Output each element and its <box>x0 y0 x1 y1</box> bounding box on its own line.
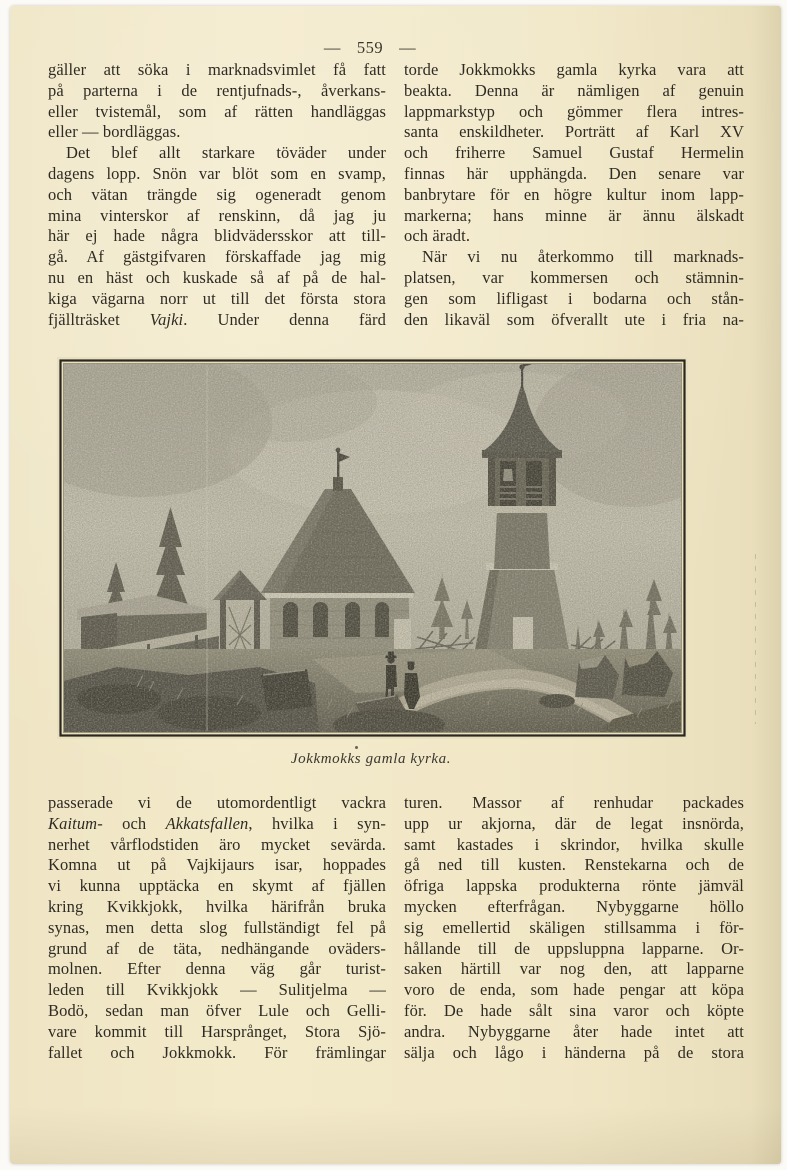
text-line: voro de enda, som hade pengar att köpa <box>404 980 744 1000</box>
text-line: grund af de täta, nedhängande oväders- <box>48 938 386 958</box>
text-column-bottom-right <box>404 793 744 1063</box>
text-line: öfriga lappska produkterna rönte jämväl <box>404 876 744 896</box>
text-line: gen som lifligast i bodarna och stån- <box>404 288 744 308</box>
text-line: passerade vi de utomordentligt vackra <box>48 793 386 812</box>
text-line: gäller att söka i marknadsvimlet få fatt <box>48 60 386 79</box>
text-line: vare kommit till Harsprånget, Stora Sjö- <box>48 1021 386 1041</box>
text-line: markerna; hans minne är ännu älskadt <box>404 205 744 225</box>
text-line: lappmarkstyp och gömmer flera intres- <box>404 101 744 121</box>
text-line: gå. Af gästgifvaren förskaffade jag mig <box>48 247 386 267</box>
text-line: samt kastades i skrindor, hvilka skulle <box>404 834 744 854</box>
text-line: saken härtill var nog den, att lapparne <box>404 959 744 979</box>
text-line: och friherre Samuel Gustaf Hermelin <box>404 143 744 163</box>
text-column-bottom-left <box>48 793 386 1063</box>
text-line: upp ur akjorna, där de legat insnörda, <box>404 813 744 833</box>
text-line: Bodö, sedan man öfver Lule och Gelli- <box>48 1000 386 1020</box>
text-line: vi kunna upptäcka en skymt af fjällen <box>48 876 386 896</box>
page-number <box>40 38 700 58</box>
text-line: synas, men detta slog fullständigt fel på <box>48 917 386 937</box>
page-crease-right <box>755 554 756 724</box>
text-line: andra. Nybyggarne åter hade intet att <box>404 1021 744 1041</box>
text-line: kiga vägarna norr ut till det första stora <box>48 288 386 308</box>
text-line: hållande till de uppsluppna lapparne. Or- <box>404 938 744 958</box>
text-line: finnas här upphängda. Den senare var <box>404 163 744 183</box>
text-line: eller — bordläggas. <box>48 122 181 142</box>
text-line: molnen. Efter denna väg går turist- <box>48 959 386 979</box>
text-column-top-left <box>48 60 386 330</box>
text-line: beakta. Denna är nämligen af genuin <box>404 80 744 100</box>
ink-speck <box>355 746 358 749</box>
text-line: mycken efterfrågan. Nybyggarne höllo <box>404 896 744 916</box>
text-line: sig emellertid skäligen stillsamma i för- <box>404 917 744 937</box>
text-line: den likaväl som öfverallt ute i fria na- <box>404 309 744 329</box>
text-line: Det blef allt starkare töväder under <box>66 143 386 163</box>
page-number-dash-right: — <box>399 38 417 57</box>
text-line: och vätan trängde sig ogeneradt genom <box>48 184 386 204</box>
text-line: Kaitum- och Akkatsfallen, hvilka i syn- <box>48 813 386 833</box>
text-line: här ej hade några blidvädersskor att till- <box>48 226 386 246</box>
text-line: fallet och Jokkmokk. För främlingar <box>48 1042 386 1062</box>
text-line: och äradt. <box>404 226 471 246</box>
text-line: Komna ut på Vajkijaurs isar, hoppades <box>48 855 386 875</box>
text-line: santa enskildheter. Porträtt af Karl XV <box>404 122 744 142</box>
engraving-svg <box>57 357 688 739</box>
text-line: sälja och lågo i händerna på de stora <box>404 1042 744 1062</box>
engraving-scene <box>57 357 688 739</box>
text-column-top-right <box>404 60 744 330</box>
text-line: platsen, var kommersen och stämnin- <box>404 267 744 287</box>
text-line: mina vinterskor af renskinn, då jag ju <box>48 205 386 225</box>
page-number-dash-left: — <box>323 38 341 57</box>
text-line: för. De hade sålt sina varor och köpte <box>404 1000 744 1020</box>
text-line: leden till Kvikkjokk — Sulitjelma — <box>48 980 386 1000</box>
text-line: gå ned till kusten. Renstekarna och de <box>404 855 744 875</box>
text-line: nerhet vårflodstiden äro mycket sevärda. <box>48 834 386 854</box>
text-line: torde Jokkmokks gamla kyrka vara att <box>404 60 744 79</box>
page-number-value: 559 <box>356 38 384 57</box>
paper-sheet <box>10 6 781 1164</box>
text-line: banbrytare för en högre kultur inom lapp- <box>404 184 744 204</box>
figure-caption: Jokkmokks gamla kyrka. <box>290 751 452 767</box>
text-line: kring Kvikkjokk, hvilka härifrån bruka <box>48 896 386 916</box>
text-line: dagens lopp. Snön var blöt som en svamp, <box>48 163 386 183</box>
text-line: på parterna i de rentjufnads-, åverkans- <box>48 80 386 100</box>
text-line: nu en häst och kuskade så af på de hal- <box>48 267 386 287</box>
text-line: När vi nu återkommo till marknads- <box>422 247 744 267</box>
text-line: turen. Massor af renhudar packades <box>404 793 744 812</box>
church-illustration <box>57 357 688 739</box>
text-line: eller tvistemål, som af rätten handläggas <box>48 101 386 121</box>
text-line: fjällträsket Vajki. Under denna färd <box>48 309 386 329</box>
